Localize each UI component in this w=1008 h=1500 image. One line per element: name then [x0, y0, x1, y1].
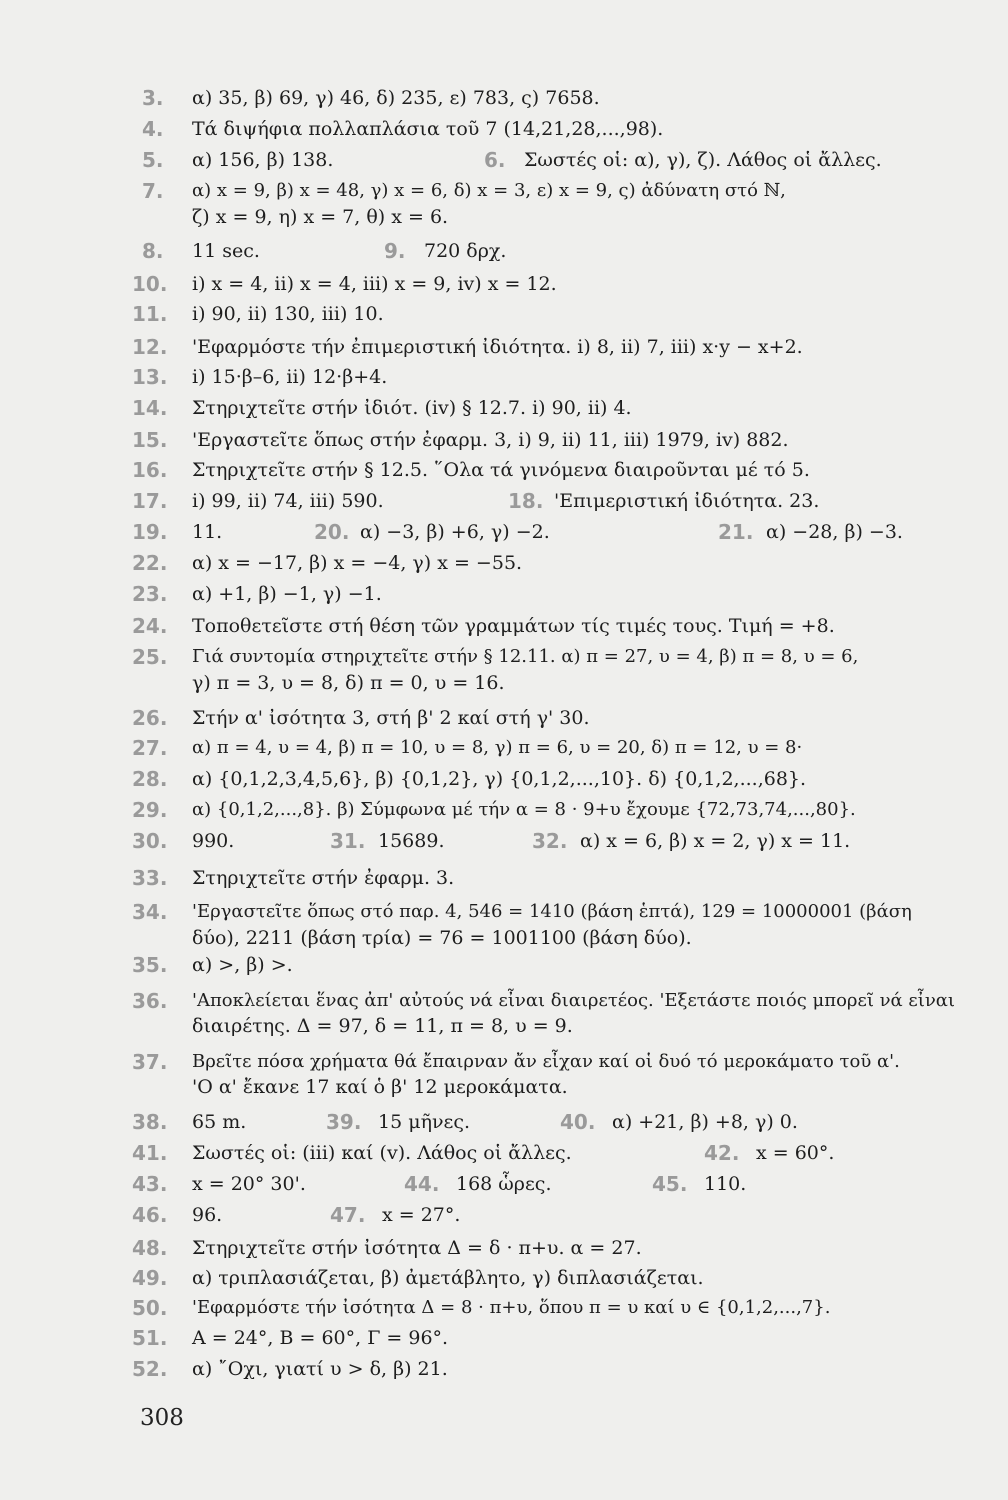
answer-line [0, 333, 1008, 361]
answer-number: 5. [142, 148, 164, 172]
answer-number: 17. [132, 489, 168, 513]
answer-line [0, 363, 1008, 391]
answer-number: 51. [132, 1326, 168, 1350]
answer-text: α) {0,1,2,3,4,5,6}, β) {0,1,2}, γ) {0,1,2,...,10}. δ) {0,1,2,...,68}. [192, 768, 807, 790]
answer-number: 26. [132, 706, 168, 730]
answer-line [0, 1073, 1008, 1101]
answer-number: 34. [132, 900, 168, 924]
answer-line [0, 426, 1008, 454]
answer-line [0, 1264, 1008, 1292]
answer-line [0, 924, 1008, 952]
answer-line [0, 1234, 1008, 1262]
answer-line [0, 704, 1008, 732]
answer-number: 38. [132, 1110, 168, 1134]
answer-text: α) −28, β) −3. [766, 521, 903, 543]
answer-text: Στήν α' ἰσότητα 3, στή β' 2 καί στή γ' 30. [192, 707, 590, 729]
answer-number: 13. [132, 365, 168, 389]
answer-number: 18. [508, 489, 544, 513]
answer-text: Βρεῖτε πόσα χρήματα θά ἔπαιρναν ἄν εἶχαν καί οἱ δυό τό μεροκάματο τοῦ α'. [192, 1051, 900, 1072]
answer-text: i) x = 4, ii) x = 4, iii) x = 9, iv) x = 12. [192, 273, 557, 295]
answer-text: α) τριπλασιάζεται, β) ἀμετάβλητο, γ) διπλασιάζεται. [192, 1267, 704, 1289]
answer-line [0, 1324, 1008, 1352]
answer-text: x = 20° 30'. [192, 1173, 306, 1195]
answer-line [0, 796, 1008, 824]
answer-line [0, 84, 1008, 112]
answer-number: 14. [132, 396, 168, 420]
answer-number: 45. [652, 1172, 688, 1196]
answer-text: 11 sec. [192, 240, 260, 262]
answer-number: 12. [132, 335, 168, 359]
answer-text: 168 ὧρες. [456, 1173, 552, 1195]
answer-line [0, 394, 1008, 422]
answer-number: 40. [560, 1110, 596, 1134]
answer-line [0, 643, 1008, 671]
answer-text: α) −3, β) +6, γ) −2. [360, 521, 550, 543]
answer-line [0, 270, 1008, 298]
answer-line [0, 1108, 1008, 1136]
answer-number: 7. [142, 179, 164, 203]
answer-text: x = 27°. [382, 1204, 461, 1226]
answer-line [0, 237, 1008, 265]
answer-number: 52. [132, 1357, 168, 1381]
answer-number: 41. [132, 1141, 168, 1165]
answer-number: 30. [132, 829, 168, 853]
answer-number: 50. [132, 1296, 168, 1320]
answer-number: 39. [326, 1110, 362, 1134]
answer-text: 96. [192, 1204, 223, 1226]
answer-text: 'Εργαστεῖτε ὅπως στό παρ. 4, 546 = 1410 (βάση ἑπτά), 129 = 10000001 (βάση [192, 901, 912, 922]
answer-text: 720 δρχ. [424, 240, 507, 262]
answer-text: 'Εφαρμόστε τήν ἐπιμεριστική ἰδιότητα. i) 8, ii) 7, iii) x·y − x+2. [192, 336, 803, 358]
answer-line [0, 898, 1008, 926]
answer-line [0, 146, 1008, 174]
answer-number: 32. [532, 829, 568, 853]
answer-number: 16. [132, 458, 168, 482]
answer-line [0, 518, 1008, 546]
answer-number: 21. [718, 520, 754, 544]
answer-text: 'Αποκλείεται ἕνας ἀπ' αὐτούς νά εἶναι διαιρετέος. 'Εξετάστε ποιός μπορεῖ νά εἶναι [192, 990, 955, 1011]
answer-line [0, 203, 1008, 231]
answer-text: Τοποθετεῖστε στή θέση τῶν γραμμάτων τίς τιμές τους. Τιμή = +8. [192, 615, 835, 637]
answer-number: 33. [132, 866, 168, 890]
answer-number: 46. [132, 1203, 168, 1227]
answer-text: α) +1, β) −1, γ) −1. [192, 583, 382, 605]
answer-text: 'Ο α' ἔκανε 17 καί ὁ β' 12 μεροκάματα. [192, 1076, 568, 1098]
answer-line [0, 456, 1008, 484]
answer-text: 'Επιμεριστική ἰδιότητα. 23. [554, 490, 820, 512]
answer-text: Τά διψήφια πολλαπλάσια τοῦ 7 (14,21,28,...,98). [192, 118, 664, 140]
answer-text: Στηριχτεῖτε στήν ἐφαρμ. 3. [192, 867, 455, 889]
answer-number: 28. [132, 767, 168, 791]
answer-number: 37. [132, 1050, 168, 1074]
answer-text: α) π = 4, υ = 4, β) π = 10, υ = 8, γ) π = 6, υ = 20, δ) π = 12, υ = 8· [192, 737, 803, 758]
answer-number: 43. [132, 1172, 168, 1196]
answer-line [0, 612, 1008, 640]
answer-text: i) 15·β–6, ii) 12·β+4. [192, 366, 388, 388]
answer-line [0, 580, 1008, 608]
answer-text: α) {0,1,2,...,8}. β) Σύμφωνα μέ τήν α = 8 · 9+υ ἔχουμε {72,73,74,...,80}. [192, 799, 856, 820]
answer-number: 24. [132, 614, 168, 638]
answer-text: Στηριχτεῖτε στήν ἰδιότ. (iv) § 12.7. i) 90, ii) 4. [192, 397, 632, 419]
answer-line [0, 300, 1008, 328]
page-number: 308 [140, 1405, 184, 1431]
answer-number: 15. [132, 428, 168, 452]
answer-text: Στηριχτεῖτε στήν ἰσότητα Δ = δ · π+υ. α = 27. [192, 1237, 642, 1259]
answer-number: 11. [132, 302, 168, 326]
answer-line [0, 734, 1008, 762]
answer-number: 25. [132, 645, 168, 669]
answer-line [0, 1294, 1008, 1322]
answer-line [0, 951, 1008, 979]
answer-number: 49. [132, 1266, 168, 1290]
answer-text: α) x = −17, β) x = −4, γ) x = −55. [192, 552, 523, 574]
answer-line [0, 115, 1008, 143]
answer-line [0, 827, 1008, 855]
answer-number: 19. [132, 520, 168, 544]
answer-number: 23. [132, 582, 168, 606]
answer-line [0, 864, 1008, 892]
answer-text: x = 60°. [756, 1142, 835, 1164]
answer-line [0, 487, 1008, 515]
answer-number: 8. [142, 239, 164, 263]
answer-line [0, 1201, 1008, 1229]
answer-line [0, 177, 1008, 205]
answer-number: 22. [132, 551, 168, 575]
answer-line [0, 1139, 1008, 1167]
answer-text: α) x = 6, β) x = 2, γ) x = 11. [580, 830, 851, 852]
answer-number: 9. [384, 239, 406, 263]
answer-text: α) x = 9, β) x = 48, γ) x = 6, δ) x = 3, ε) x = 9, ς) ἀδύνατη στό ℕ, [192, 180, 786, 201]
answer-text: 'Εφαρμόστε τήν ἰσότητα Δ = 8 · π+υ, ὅπου π = υ καί υ ∈ {0,1,2,...,7}. [192, 1297, 831, 1318]
answer-text: Στηριχτεῖτε στήν § 12.5. ῞Ολα τά γινόμενα διαιροῦνται μέ τό 5. [192, 459, 810, 481]
answer-line [0, 1355, 1008, 1383]
answer-text: i) 99, ii) 74, iii) 590. [192, 490, 384, 512]
answer-text: Γιά συντομία στηριχτεῖτε στήν § 12.11. α) π = 27, υ = 4, β) π = 8, υ = 6, [192, 646, 859, 667]
answer-text: α) 156, β) 138. [192, 149, 334, 171]
answer-number: 6. [484, 148, 506, 172]
answer-text: α) ῎Οχι, γιατί υ > δ, β) 21. [192, 1358, 448, 1380]
answer-line [0, 1048, 1008, 1076]
answer-text: α) >, β) >. [192, 954, 293, 976]
answer-number: 4. [142, 117, 164, 141]
answer-text: i) 90, ii) 130, iii) 10. [192, 303, 384, 325]
answer-text: α) 35, β) 69, γ) 46, δ) 235, ε) 783, ς) 7658. [192, 87, 600, 109]
answer-text: ζ) x = 9, η) x = 7, θ) x = 6. [192, 206, 449, 228]
answer-line [0, 1012, 1008, 1040]
answer-number: 27. [132, 736, 168, 760]
answer-text: Σωστές οἱ: (iii) καί (v). Λάθος οἱ ἄλλες. [192, 1142, 572, 1164]
answer-text: 65 m. [192, 1111, 247, 1133]
answer-number: 35. [132, 953, 168, 977]
answer-line [0, 987, 1008, 1015]
answer-number: 47. [330, 1203, 366, 1227]
answer-number: 10. [132, 272, 168, 296]
answer-line [0, 669, 1008, 697]
answer-text: Σωστές οἱ: α), γ), ζ). Λάθος οἱ ἄλλες. [524, 149, 882, 171]
answer-number: 42. [704, 1141, 740, 1165]
answer-number: 20. [314, 520, 350, 544]
answer-text: διαιρέτης. Δ = 97, δ = 11, π = 8, υ = 9. [192, 1015, 573, 1037]
answer-line [0, 1170, 1008, 1198]
answer-number: 48. [132, 1236, 168, 1260]
answer-number: 44. [404, 1172, 440, 1196]
answer-text: 11. [192, 521, 223, 543]
answer-text: Α = 24°, Β = 60°, Γ = 96°. [192, 1327, 449, 1349]
answer-text: α) +21, β) +8, γ) 0. [612, 1111, 798, 1133]
answer-number: 36. [132, 989, 168, 1013]
answer-text: 110. [704, 1173, 747, 1195]
answer-text: 'Εργαστεῖτε ὅπως στήν ἐφαρμ. 3, i) 9, ii) 11, iii) 1979, iv) 882. [192, 429, 789, 451]
answer-text: 990. [192, 830, 235, 852]
answer-text: 15689. [378, 830, 445, 852]
answer-line [0, 549, 1008, 577]
answer-text: δύο), 2211 (βάση τρία) = 76 = 1001100 (βάση δύο). [192, 927, 692, 949]
answer-number: 3. [142, 86, 164, 110]
answer-text: 15 μῆνες. [378, 1111, 471, 1133]
answer-text: γ) π = 3, υ = 8, δ) π = 0, υ = 16. [192, 672, 505, 694]
answer-line [0, 765, 1008, 793]
answer-number: 31. [330, 829, 366, 853]
answer-number: 29. [132, 798, 168, 822]
